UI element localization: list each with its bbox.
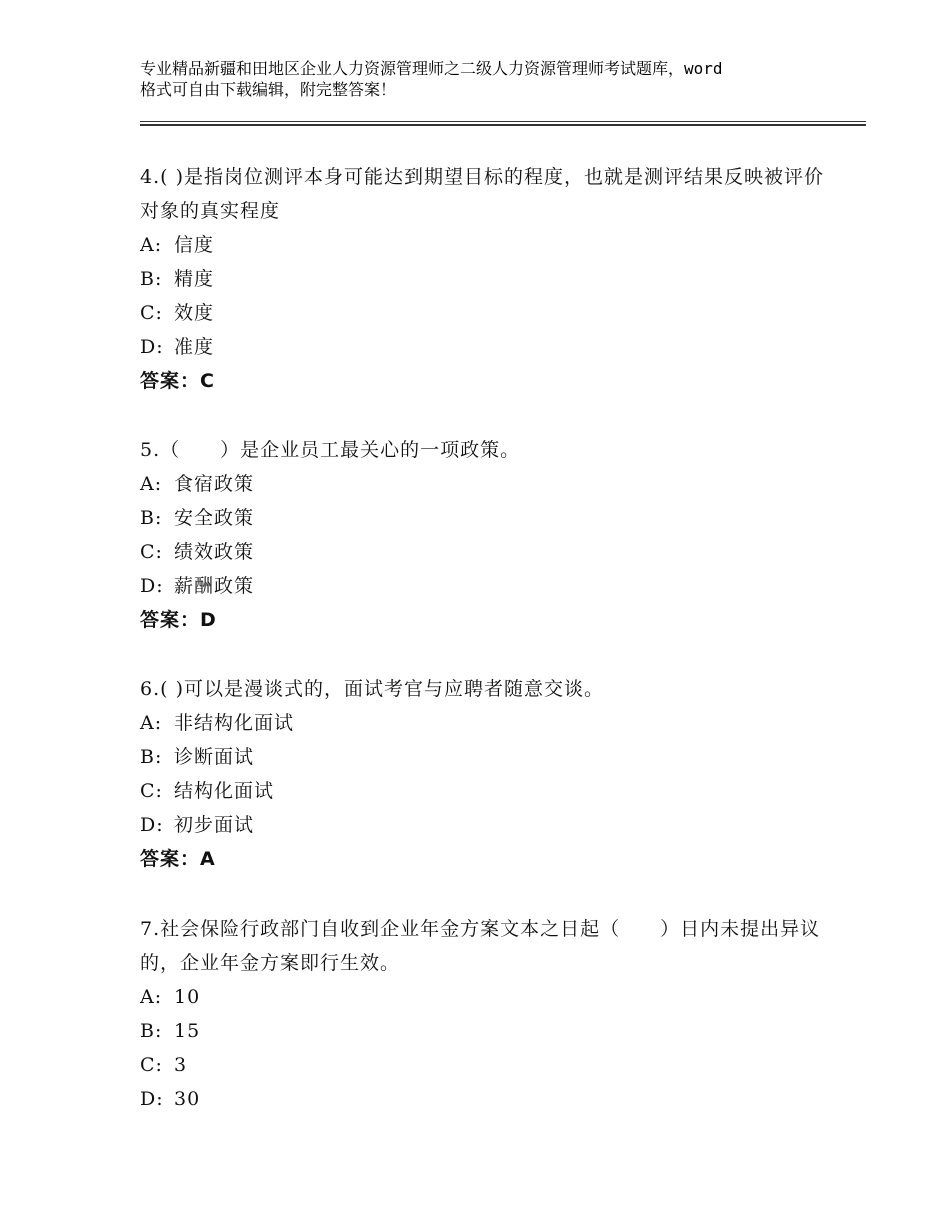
- option-a: [140, 980, 830, 1014]
- option-text: 准度: [174, 336, 215, 358]
- option-c: [140, 1048, 830, 1082]
- question-text: 7.社会保险行政部门自收到企业年金方案文本之日起（ ）日内未提出异议的，企业年金方案即行生效。: [140, 918, 821, 974]
- option-text: 信度: [174, 234, 215, 256]
- question-5: [140, 433, 830, 637]
- header-line-2: 格式可自由下载编辑，附完整答案！: [140, 80, 397, 99]
- question-7: [140, 912, 830, 1116]
- option-text: 15: [174, 1020, 201, 1042]
- option-text: 绩效政策: [174, 541, 255, 563]
- option-letter: B:: [140, 1020, 163, 1042]
- header-divider-thick: [140, 124, 866, 126]
- option-letter: B:: [140, 268, 163, 290]
- option-letter: C:: [140, 541, 163, 563]
- option-text: 薪酬政策: [174, 575, 255, 597]
- option-letter: B:: [140, 746, 163, 768]
- option-text: 安全政策: [174, 507, 255, 529]
- option-b: [140, 262, 830, 296]
- option-c: [140, 774, 830, 808]
- answer-label: 答案：C: [140, 370, 215, 392]
- option-letter: D:: [140, 814, 164, 836]
- question-text: 4.( )是指岗位测评本身可能达到期望目标的程度，也就是测评结果反映被评价对象的真实程度: [140, 166, 824, 222]
- option-letter: A:: [140, 473, 163, 495]
- question-text: 5.（ ）是企业员工最关心的一项政策。: [140, 439, 521, 461]
- option-a: [140, 467, 830, 501]
- document-header: [140, 58, 840, 100]
- option-letter: C:: [140, 302, 163, 324]
- option-text: 初步面试: [174, 814, 255, 836]
- answer-label: 答案：D: [140, 609, 217, 631]
- option-text: 精度: [174, 268, 215, 290]
- option-d: [140, 569, 830, 603]
- option-text: 10: [174, 986, 201, 1008]
- answer-label: 答案：A: [140, 848, 216, 870]
- option-letter: C:: [140, 1054, 163, 1076]
- option-text: 食宿政策: [174, 473, 255, 495]
- option-text: 诊断面试: [174, 746, 255, 768]
- option-letter: A:: [140, 712, 163, 734]
- option-text: 结构化面试: [174, 780, 275, 802]
- option-letter: C:: [140, 780, 163, 802]
- option-letter: B:: [140, 507, 163, 529]
- option-c: [140, 535, 830, 569]
- option-text: 效度: [174, 302, 215, 324]
- option-letter: A:: [140, 234, 163, 256]
- option-letter: D:: [140, 1088, 164, 1110]
- option-b: [140, 501, 830, 535]
- option-text: 3: [174, 1054, 188, 1076]
- header-divider-thin: [140, 121, 866, 122]
- option-letter: A:: [140, 986, 163, 1008]
- option-text: 30: [174, 1088, 201, 1110]
- question-6: [140, 672, 830, 876]
- option-b: [140, 740, 830, 774]
- option-letter: D:: [140, 575, 164, 597]
- option-letter: D:: [140, 336, 164, 358]
- option-c: [140, 296, 830, 330]
- question-text: 6.( )可以是漫谈式的，面试考官与应聘者随意交谈。: [140, 678, 604, 700]
- option-text: 非结构化面试: [174, 712, 295, 734]
- option-d: [140, 808, 830, 842]
- question-4: [140, 160, 830, 398]
- option-b: [140, 1014, 830, 1048]
- option-d: [140, 330, 830, 364]
- header-line-1: 专业精品新疆和田地区企业人力资源管理师之二级人力资源管理师考试题库，word: [140, 59, 723, 78]
- option-a: [140, 706, 830, 740]
- option-d: [140, 1082, 830, 1116]
- option-a: [140, 228, 830, 262]
